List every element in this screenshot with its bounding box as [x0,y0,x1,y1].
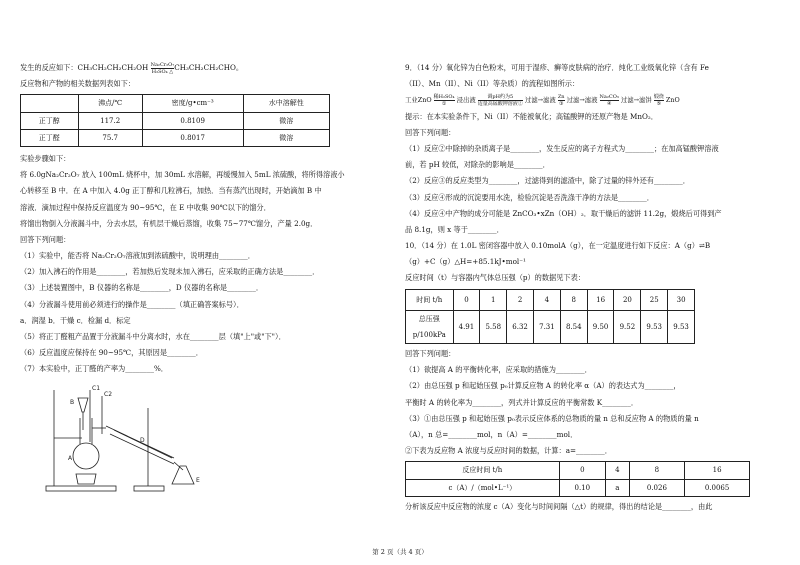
flow-node: 滤饼 [639,96,652,105]
table-cell: 4 [606,462,630,479]
question-line: （3）上述装置图中，B 仪器的名称是________，D 仪器的名称是________． [20,283,264,293]
label-d: D [140,437,145,444]
question-line: （2）反应③的反应类型为________，过滤得到的滤渣中，除了过量的锌外还有________． [405,176,690,186]
text-line: 反应时间（t）与容器内气体总压强（p）的数据见下表： [405,273,585,283]
flow-node: 过滤 [524,96,538,105]
question-10-title: 10．（14 分）在 1.0L 密闭容器中放入 0.10molA（g），在一定温度进行如下反应：A（g）⇌B [405,241,711,251]
table-header: 水中溶解性 [243,95,329,112]
flow-reagent: Zn [557,93,565,100]
table-row [21,112,330,129]
table-header: c（A）/（mol•L⁻¹） [406,479,560,496]
cond-bottom: H₂SO₄ △ [151,68,174,75]
cond-top: Na₂Cr₂O₇ [150,61,175,68]
table-cell: 9.53 [668,310,695,343]
property-table [20,94,330,147]
table-cell: 30 [668,289,695,310]
table-cell: 6.32 [507,310,534,343]
label-c1: C1 [92,385,101,392]
table-cell: 9.53 [641,310,668,343]
table-header: 反应时间 t/h [406,462,560,479]
table-cell: 4.91 [453,310,480,343]
table-cell: 微溶 [243,129,329,146]
table-cell: 0.0065 [685,479,750,496]
table-cell: 9.52 [614,310,641,343]
text-line: （g）+C（g）△H=+85.1kJ•mol⁻¹ [405,257,526,267]
table-cell: 5.58 [480,310,507,343]
flow-node: 过滤 [620,96,634,105]
distillation-apparatus-diagram [44,378,214,496]
table-header [406,310,454,343]
flow-reagent: 稀H₂SO₄ [433,93,455,100]
flow-arrow-4 [600,94,619,107]
text-line: 溶液．滴加过程中保持反应温度为 90~95℃，在 E 中收集 90℃以下的馏分． [20,202,271,212]
reaction-equation [20,60,390,76]
question-line: （3）反应④形成的沉淀要用水洗，检验沉淀是否洗涤干净的方法是________． [405,192,654,202]
options-line: a．润湿 b．干燥 c．检漏 d．标定 [20,315,131,325]
flow-reagent: 煅烧 [653,93,664,100]
row-label-unit: p/100kPa [412,330,446,339]
table-header-row [21,95,330,112]
table-intro: 反应物和产物的相关数据列表如下： [20,79,136,89]
table-cell: 0.026 [629,479,685,496]
row-label: 总压强 [418,314,440,323]
table-cell: 0.8109 [142,112,243,129]
table-cell: 8 [560,289,587,310]
text-line: 回答下列问题： [20,234,71,244]
flow-arrow-5 [654,94,664,107]
flow-arrow-3 [558,94,565,107]
label-c2: C2 [104,391,113,398]
page-footer: 第 2 页（共 4 页） [372,548,428,556]
question-line: 平衡时 A 的转化率为________，列式并计算反应的平衡常数 K________． [405,397,639,407]
flow-step: ④ [606,100,612,107]
flow-step: ③ [558,100,564,107]
flow-step: ⑤ [656,100,662,107]
table-row [406,462,750,479]
flow-node: 滤液 [584,96,598,105]
label-b: B [70,399,75,406]
table-cell: 0 [559,462,605,479]
question-line: （1）实验中，能否将 Na₂Cr₂O₇溶液加到浓硫酸中，说明理由________． [20,251,255,261]
pressure-table [405,289,695,344]
stand-base [46,486,116,491]
question-line: （4）反应④中产物的成分可能是 ZnCO₃•xZn（OH）₂．取干燥后的滤饼 11.2g，煅烧后可得到产 [405,208,722,218]
question-line: 品 8.1g，则 x 等于________． [405,224,504,234]
question-line: （3）①由总压强 p 和起始压强 p₀表示反应体系的总物质的量 n 总和反应物 A 的物质的量 n [405,413,699,423]
table-cell: 75.7 [78,129,142,146]
question-line: （2）加入沸石的作用是________，若加热后发现未加入沸石，应采取的正确方法是________． [20,267,320,277]
right-column [405,60,780,515]
label-a: A [68,455,73,462]
table-cell: 25 [641,289,668,310]
text-line: 将馏出物倒入分液漏斗中，分去水层，有机层干燥后蒸馏，收集 75~77℃馏分，产量 2.0g． [20,218,318,228]
table-cell: 8.54 [560,310,587,343]
table-cell: 0 [453,289,480,310]
question-line: （A），n 总=________mol，n（A）=________mol． [405,429,578,439]
table-cell: 117.2 [78,112,142,129]
table-cell: 8 [629,462,685,479]
table-header [21,95,79,112]
table-cell: a [606,479,630,496]
table-header: 沸点/℃ [78,95,142,112]
table-row [406,310,695,343]
apparatus-drawing [46,390,194,491]
funnel-b [78,398,88,412]
table-cell: 2 [507,289,534,310]
flow-step: 适量高锰酸钾溶液② [477,100,523,107]
text-line: 心转移至 B 中．在 A 中加入 4.0g 正丁醇和几粒沸石，加热．当有蒸汽出现时，开始滴加 B 中 [20,186,322,196]
product: CH₃CH₂CH₂CHO。 [174,63,244,72]
process-flow: 工业ZnO 稀H₂SO₄ ① 浸出液 调pH约为5 适量高锰酸钾溶液② 过滤→滤液 Zn ③ 过滤→滤液 Na₂CO₃ ④ 过滤→滤饼 煅烧 ⑤ ZnO [405,93,680,107]
question-line: ②下表为反应物 A 浓度与反应时间的数据，计算：a=________． [405,446,612,456]
question-line: （2）由总压强 p 和起始压强 p₀计算反应物 A 的转化率 α（A）的表达式为________， [405,381,681,391]
text-line: 回答下列问题： [405,349,456,359]
table-row [21,129,330,146]
flow-arrow-2 [478,94,523,107]
text-line: 将 6.0gNa₂Cr₂O₇ 放入 100mL 烧杯中，加 30mL 水溶解，再缓慢加入 5mL 浓硫酸，将所得溶液小 [20,170,345,180]
reactant: CH₃CH₂CH₂CH₂OH [77,63,149,72]
text-line: 回答下列问题： [405,127,456,137]
question-line: （1）反应②中除掉的杂质离子是________，发生反应的离子方程式为________；在加高锰酸钾溶液 [405,143,719,153]
flow-arrow-1 [434,94,455,107]
text-line: 实验步骤如下： [20,153,71,163]
flow-start: 工业ZnO [405,96,432,105]
question-line: 分析该反应中反应物的浓度 c（A）变化与时间间隔（△t）的规律，得出的结论是________，由此 [405,501,713,511]
table-row [406,289,695,310]
reaction-conditions [151,62,175,75]
question-line: （7）本实验中，正丁醛的产率为________%． [20,364,168,374]
flow-node: 浸出液 [456,96,476,105]
table-cell: 20 [614,289,641,310]
table-cell: 9.50 [587,310,614,343]
table-header: 密度/g•cm⁻³ [142,95,243,112]
reaction-intro: 发生的反应如下： [20,63,78,72]
table-row [406,479,750,496]
question-line: 前，若 pH 较低，对除杂的影响是________． [405,160,550,170]
question-9-title: 9．（14 分）氧化锌为白色粉末，可用于湿疹、癣等皮肤病的治疗．纯化工业级氧化锌（含有 Fe [405,63,709,72]
table-cell: 0.8017 [142,129,243,146]
table-cell: 16 [587,289,614,310]
table-cell: 微溶 [243,112,329,129]
flow-step: ① [441,100,447,107]
concentration-table [405,461,750,496]
flow-reagent: Na₂CO₃ [599,93,619,100]
table-cell: 1 [480,289,507,310]
flow-node: 过滤 [566,96,580,105]
flow-end: ZnO [665,96,680,105]
question-line: （1）欲提高 A 的平衡转化率，应采取的措施为________． [405,365,592,375]
burner [76,474,96,484]
left-column [20,60,390,378]
hint-line: 提示：在本实验条件下，Ni（II）不能被氧化；高锰酸钾的还原产物是 MnO₂． [405,111,658,121]
flow-node: 滤液 [543,96,556,105]
table-cell: 正丁醛 [21,129,79,146]
flask-e [172,466,194,484]
text-line: （II）、Mn（II）、Ni（II）等杂质）的流程如图所示： [405,79,580,89]
table-cell: 7.31 [534,310,561,343]
table-cell: 16 [685,462,750,479]
table-cell: 正丁醇 [21,112,79,129]
question-line: （6）反应温度应保持在 90~95℃，其原因是________． [20,348,203,358]
table-cell: 4 [534,289,561,310]
question-line: （4）分液漏斗使用前必须进行的操作是________（填正确答案标号）． [20,299,244,309]
table-header: 时间 t/h [406,289,454,310]
question-line: （5）将正丁醛粗产品置于分液漏斗中分离水时，水在________层（填"上"或"下"）． [20,332,286,342]
flask-a [73,443,99,469]
table-cell: 0.10 [559,479,605,496]
label-e: E [196,477,200,484]
flow-reagent: 调pH约为5 [478,94,523,101]
